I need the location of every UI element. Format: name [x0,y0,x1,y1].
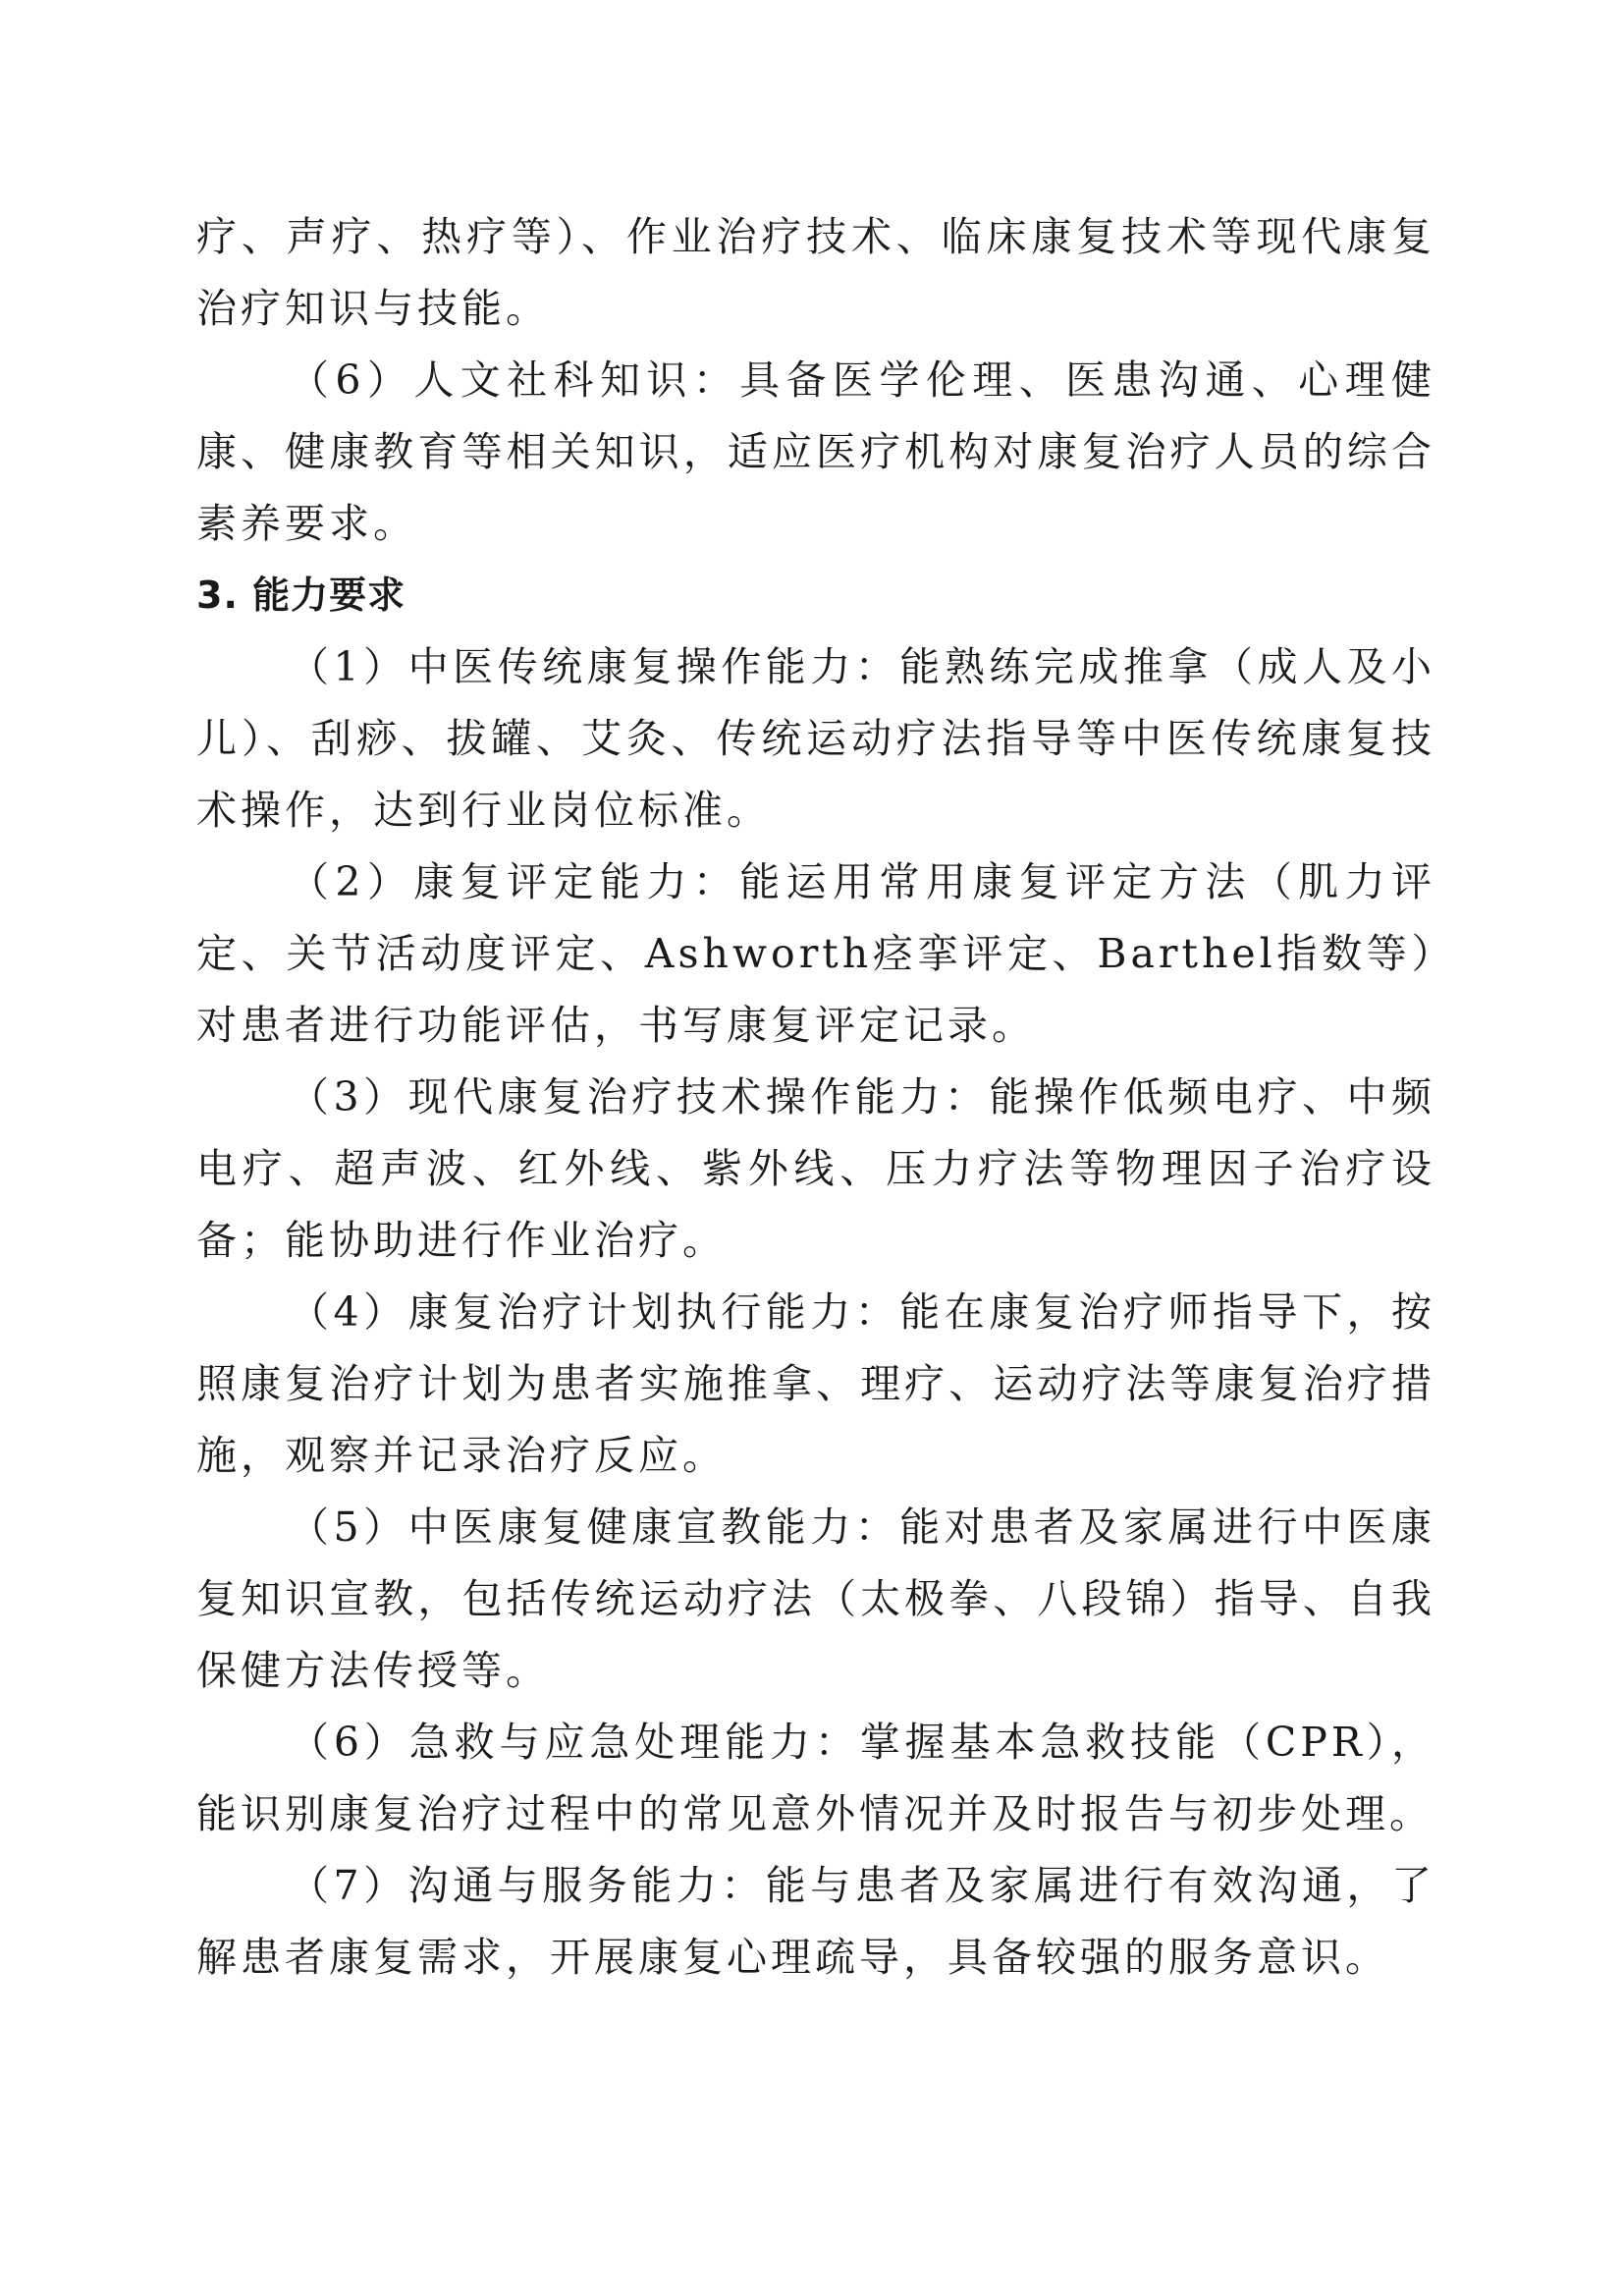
paragraph-humanities-knowledge: （6）人文社科知识：具备医学伦理、医患沟通、心理健康、健康教育等相关知识，适应医疗机构对康复治疗人员的综合素养要求。 [196,356,1435,547]
ability-item: （4）康复治疗计划执行能力：能在康复治疗师指导下，按照康复治疗计划为患者实施推拿、理疗、运动疗法等康复治疗措施，观察并记录治疗反应。 [196,1288,1435,1479]
section-heading: 3. 能力要求 [196,574,406,617]
paragraph-continued: 疗、声疗、热疗等）、作业治疗技术、临床康复技术等现代康复治疗知识与技能。 [196,213,1435,332]
ability-item: （7）沟通与服务能力：能与患者及家属进行有效沟通，了解患者康复需求，开展康复心理疏导，具备较强的服务意识。 [196,1862,1435,1981]
ability-item: （1）中医传统康复操作能力：能熟练完成推拿（成人及小儿）、刮痧、拔罐、艾灸、传统运动疗法指导等中医传统康复技术操作，达到行业岗位标准。 [196,643,1435,834]
ability-item: （3）现代康复治疗技术操作能力：能操作低频电疗、中频电疗、超声波、红外线、紫外线、压力疗法等物理因子治疗设备；能协助进行作业治疗。 [196,1073,1435,1264]
ability-item: （5）中医康复健康宣教能力：能对患者及家属进行中医康复知识宣教，包括传统运动疗法（太极拳、八段锦）指导、自我保健方法传授等。 [196,1503,1435,1694]
ability-item: （2）康复评定能力：能运用常用康复评定方法（肌力评定、关节活动度评定、Ashworth痉挛评定、Barthel指数等）对患者进行功能评估，书写康复评定记录。 [196,858,1435,1049]
ability-item: （6）急救与应急处理能力：掌握基本急救技能（CPR），能识别康复治疗过程中的常见意外情况并及时报告与初步处理。 [196,1719,1435,1837]
document-body [196,201,1435,1994]
